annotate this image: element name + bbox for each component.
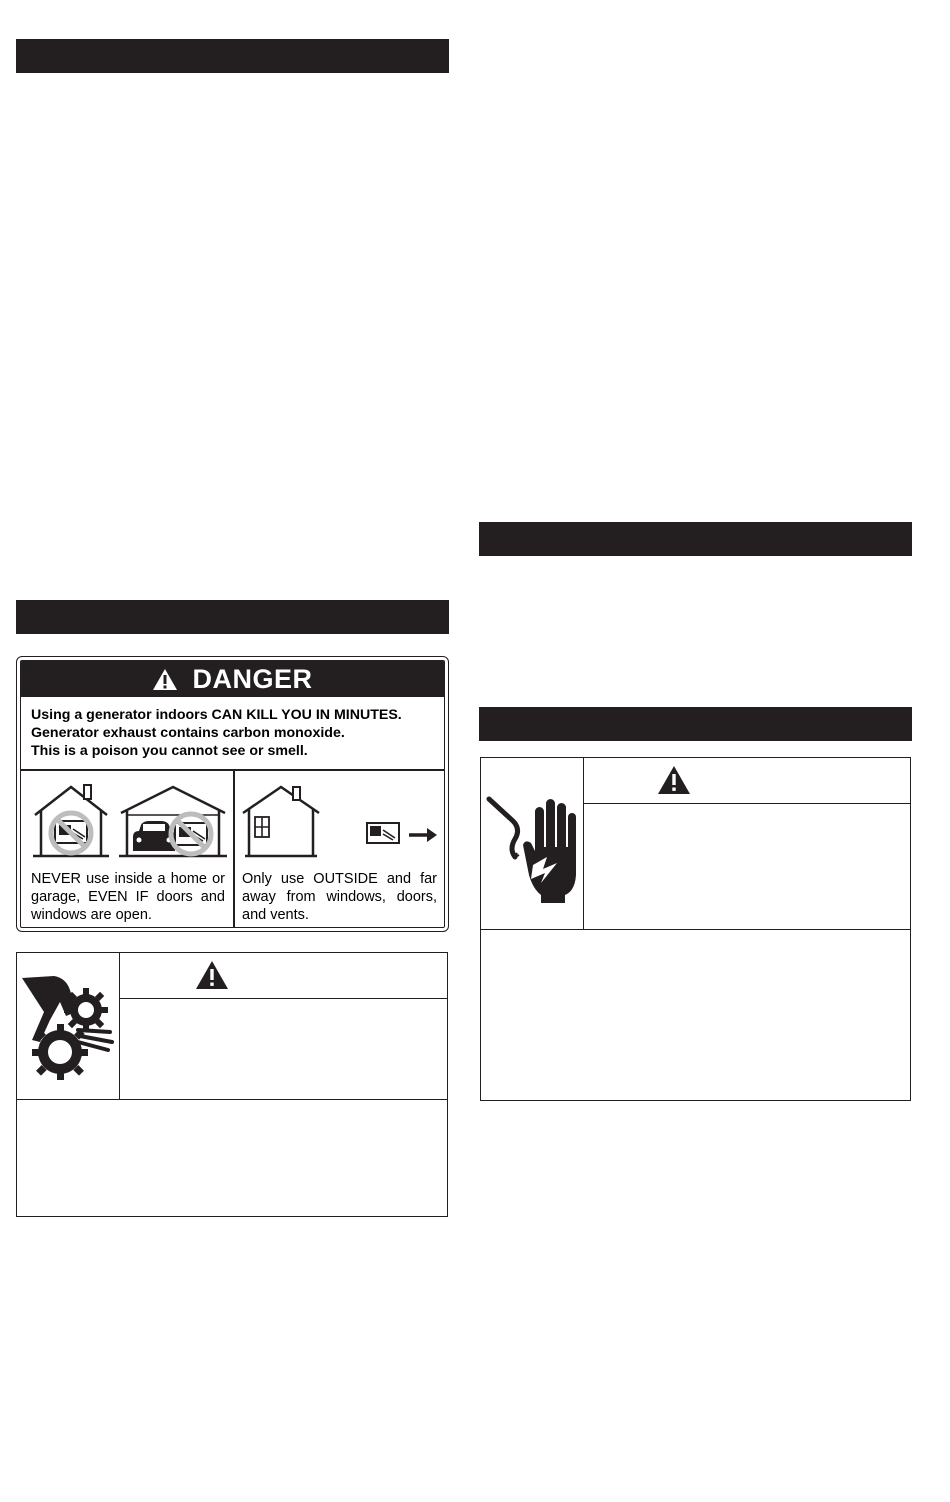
hazard-box-divider [119,952,120,1099]
warning-line: Generator exhaust contains carbon monoxide. [31,725,345,741]
section-header-bar-1 [16,39,449,73]
section-header-bar-2 [16,600,449,634]
warning-triangle-icon [152,668,178,691]
hazard-box-divider [583,803,911,804]
danger-co-label [16,656,449,932]
warning-line: Using a generator indoors CAN KILL YOU IN MINUTES. [31,707,402,723]
danger-warning-text [31,706,441,760]
danger-left-text: NEVER use inside a home or garage, EVEN IF doors and windows are open. [31,871,225,923]
warning-triangle-icon [657,765,691,795]
section-header-bar-4 [479,707,912,741]
danger-header [21,661,444,697]
danger-panel-divider [233,769,235,927]
hazard-box-divider [119,998,448,999]
hazard-box-divider [480,929,911,930]
house-prohibited-generator-icon [31,779,111,859]
warning-line: This is a poison you cannot see or smell. [31,743,308,759]
danger-right-text: Only use OUTSIDE and far away from windows, doors, and vents. [242,871,437,923]
hazard-box-divider [16,1099,448,1100]
warning-triangle-icon [195,960,229,990]
house-window-icon [241,779,323,859]
gears-entanglement-icon [20,972,116,1080]
hazard-box-divider [583,757,584,929]
garage-car-prohibited-generator-icon [119,779,227,859]
electric-shock-hand-icon [485,795,581,907]
danger-signal-word: DANGER [192,663,313,694]
generator-outside-arrow-icon [365,819,439,849]
section-header-bar-3 [479,522,912,556]
